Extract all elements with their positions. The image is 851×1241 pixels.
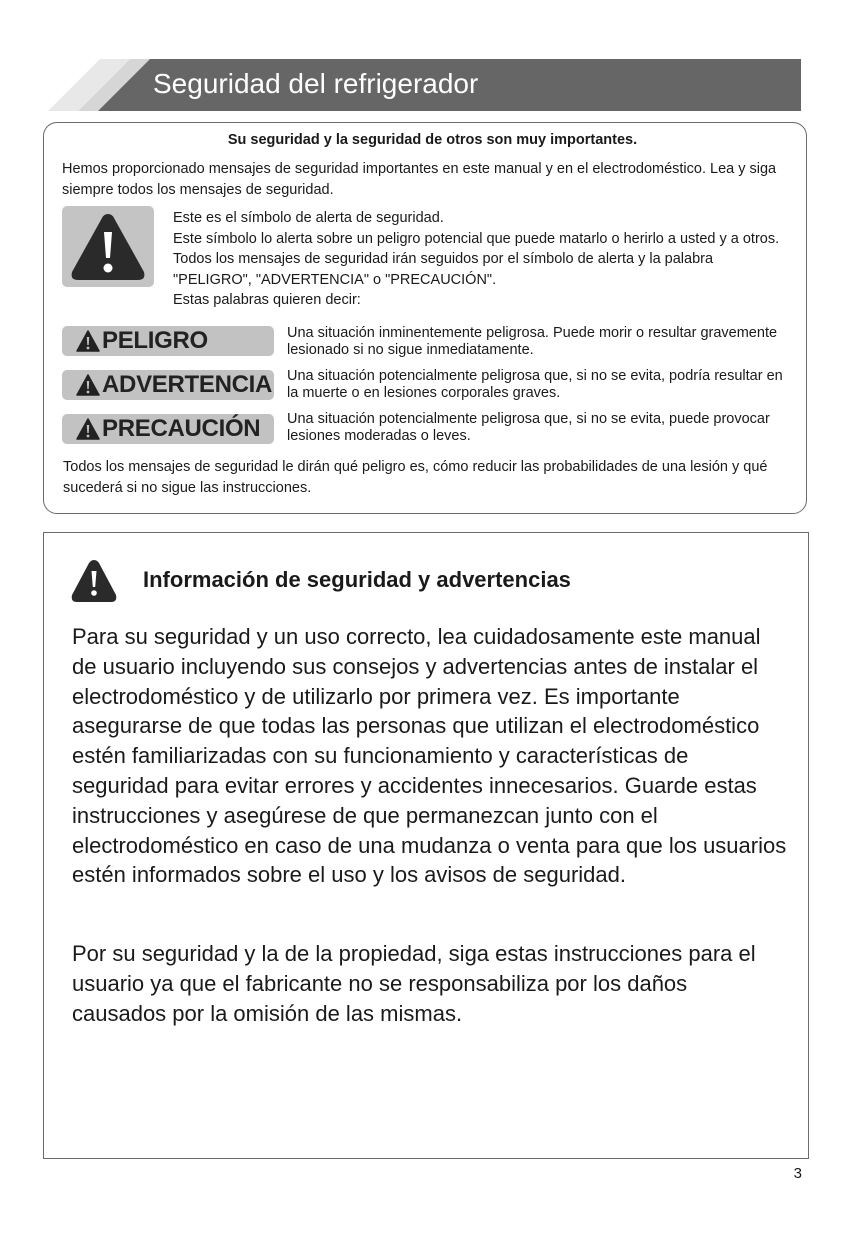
- safety-alert-symbol: [62, 206, 154, 287]
- info-paragraph: Por su seguridad y la de la propiedad, siga estas instrucciones para el usuario ya que el fabricante no se responsabiliza por los daños causados por la omisión de las mismas.: [72, 941, 756, 1026]
- page-title: Seguridad del refrigerador: [153, 68, 479, 99]
- warning-triangle-icon: [76, 330, 100, 352]
- info-heading: Información de seguridad y advertencias: [143, 567, 571, 592]
- warning-triangle-icon: [70, 558, 118, 609]
- signal-word: ADVERTENCIA: [102, 371, 273, 398]
- signal-description: Una situación potencialmente peligrosa que, si no se evita, puede provocar lesiones moderadas o leves.: [287, 411, 770, 444]
- safety-intro-text: Hemos proporcionado mensajes de seguridad importantes en este manual y en el electrodoméstico. Lea y siga siempre todos los mensajes de seguridad.: [62, 161, 777, 198]
- safety-closing-text: Todos los mensajes de seguridad le dirán qué peligro es, cómo reducir las probabilidades de una lesión y qué sucederá si no sigue las instrucciones.: [63, 459, 768, 496]
- warning-triangle-icon: [68, 210, 148, 284]
- safety-symbol-explanation: [173, 208, 793, 311]
- signal-word: PELIGRO: [102, 327, 208, 354]
- page-number: 3: [793, 1165, 802, 1182]
- safety-box-heading: Su seguridad y la seguridad de otros son muy importantes.: [227, 132, 638, 148]
- signal-word: PRECAUCIÓN: [102, 415, 261, 442]
- symbol-text-content: Este es el símbolo de alerta de seguridad. Este símbolo lo alerta sobre un peligro potencial que puede matarlo o herirlo a usted y a otros. Todos los mensajes de seguridad irán seguidos por el símbolo de alerta y la palabra "PELIGRO", "ADVERTENCIA" o "PRECAUCIÓN". Estas palabras quieren decir:: [173, 210, 780, 308]
- signal-badge-caution: [62, 414, 274, 444]
- signal-description: Una situación inminentemente peligrosa. Puede morir o resultar gravemente lesionado si no sigue inmediatamente.: [287, 325, 778, 358]
- signal-description: Una situación potencialmente peligrosa que, si no se evita, podría resultar en la muerte o en lesiones corporales graves.: [287, 368, 783, 401]
- warning-triangle-icon: [70, 558, 118, 604]
- info-paragraph: Para su seguridad y un uso correcto, lea cuidadosamente este manual de usuario incluyendo sus consejos y advertencias antes de instalar el electrodoméstico y de utilizarlo por primera vez. Es importante asegurarse de que todas las personas que utilizan el electrodoméstico estén familiarizadas con su funcionamiento y características de seguridad para evitar errores y accidentes innecesarios. Guarde estas instrucciones y asegúrese de que permanezcan junto con el electrodoméstico en caso de una mudanza o venta para que los usuarios estén informados sobre el uso y los avisos de seguridad.: [72, 624, 787, 888]
- warning-triangle-icon: [76, 418, 100, 440]
- signal-badge-danger: [62, 326, 274, 356]
- signal-badge-warning: [62, 370, 274, 400]
- section-header: [48, 59, 801, 111]
- warning-triangle-icon: [76, 374, 100, 396]
